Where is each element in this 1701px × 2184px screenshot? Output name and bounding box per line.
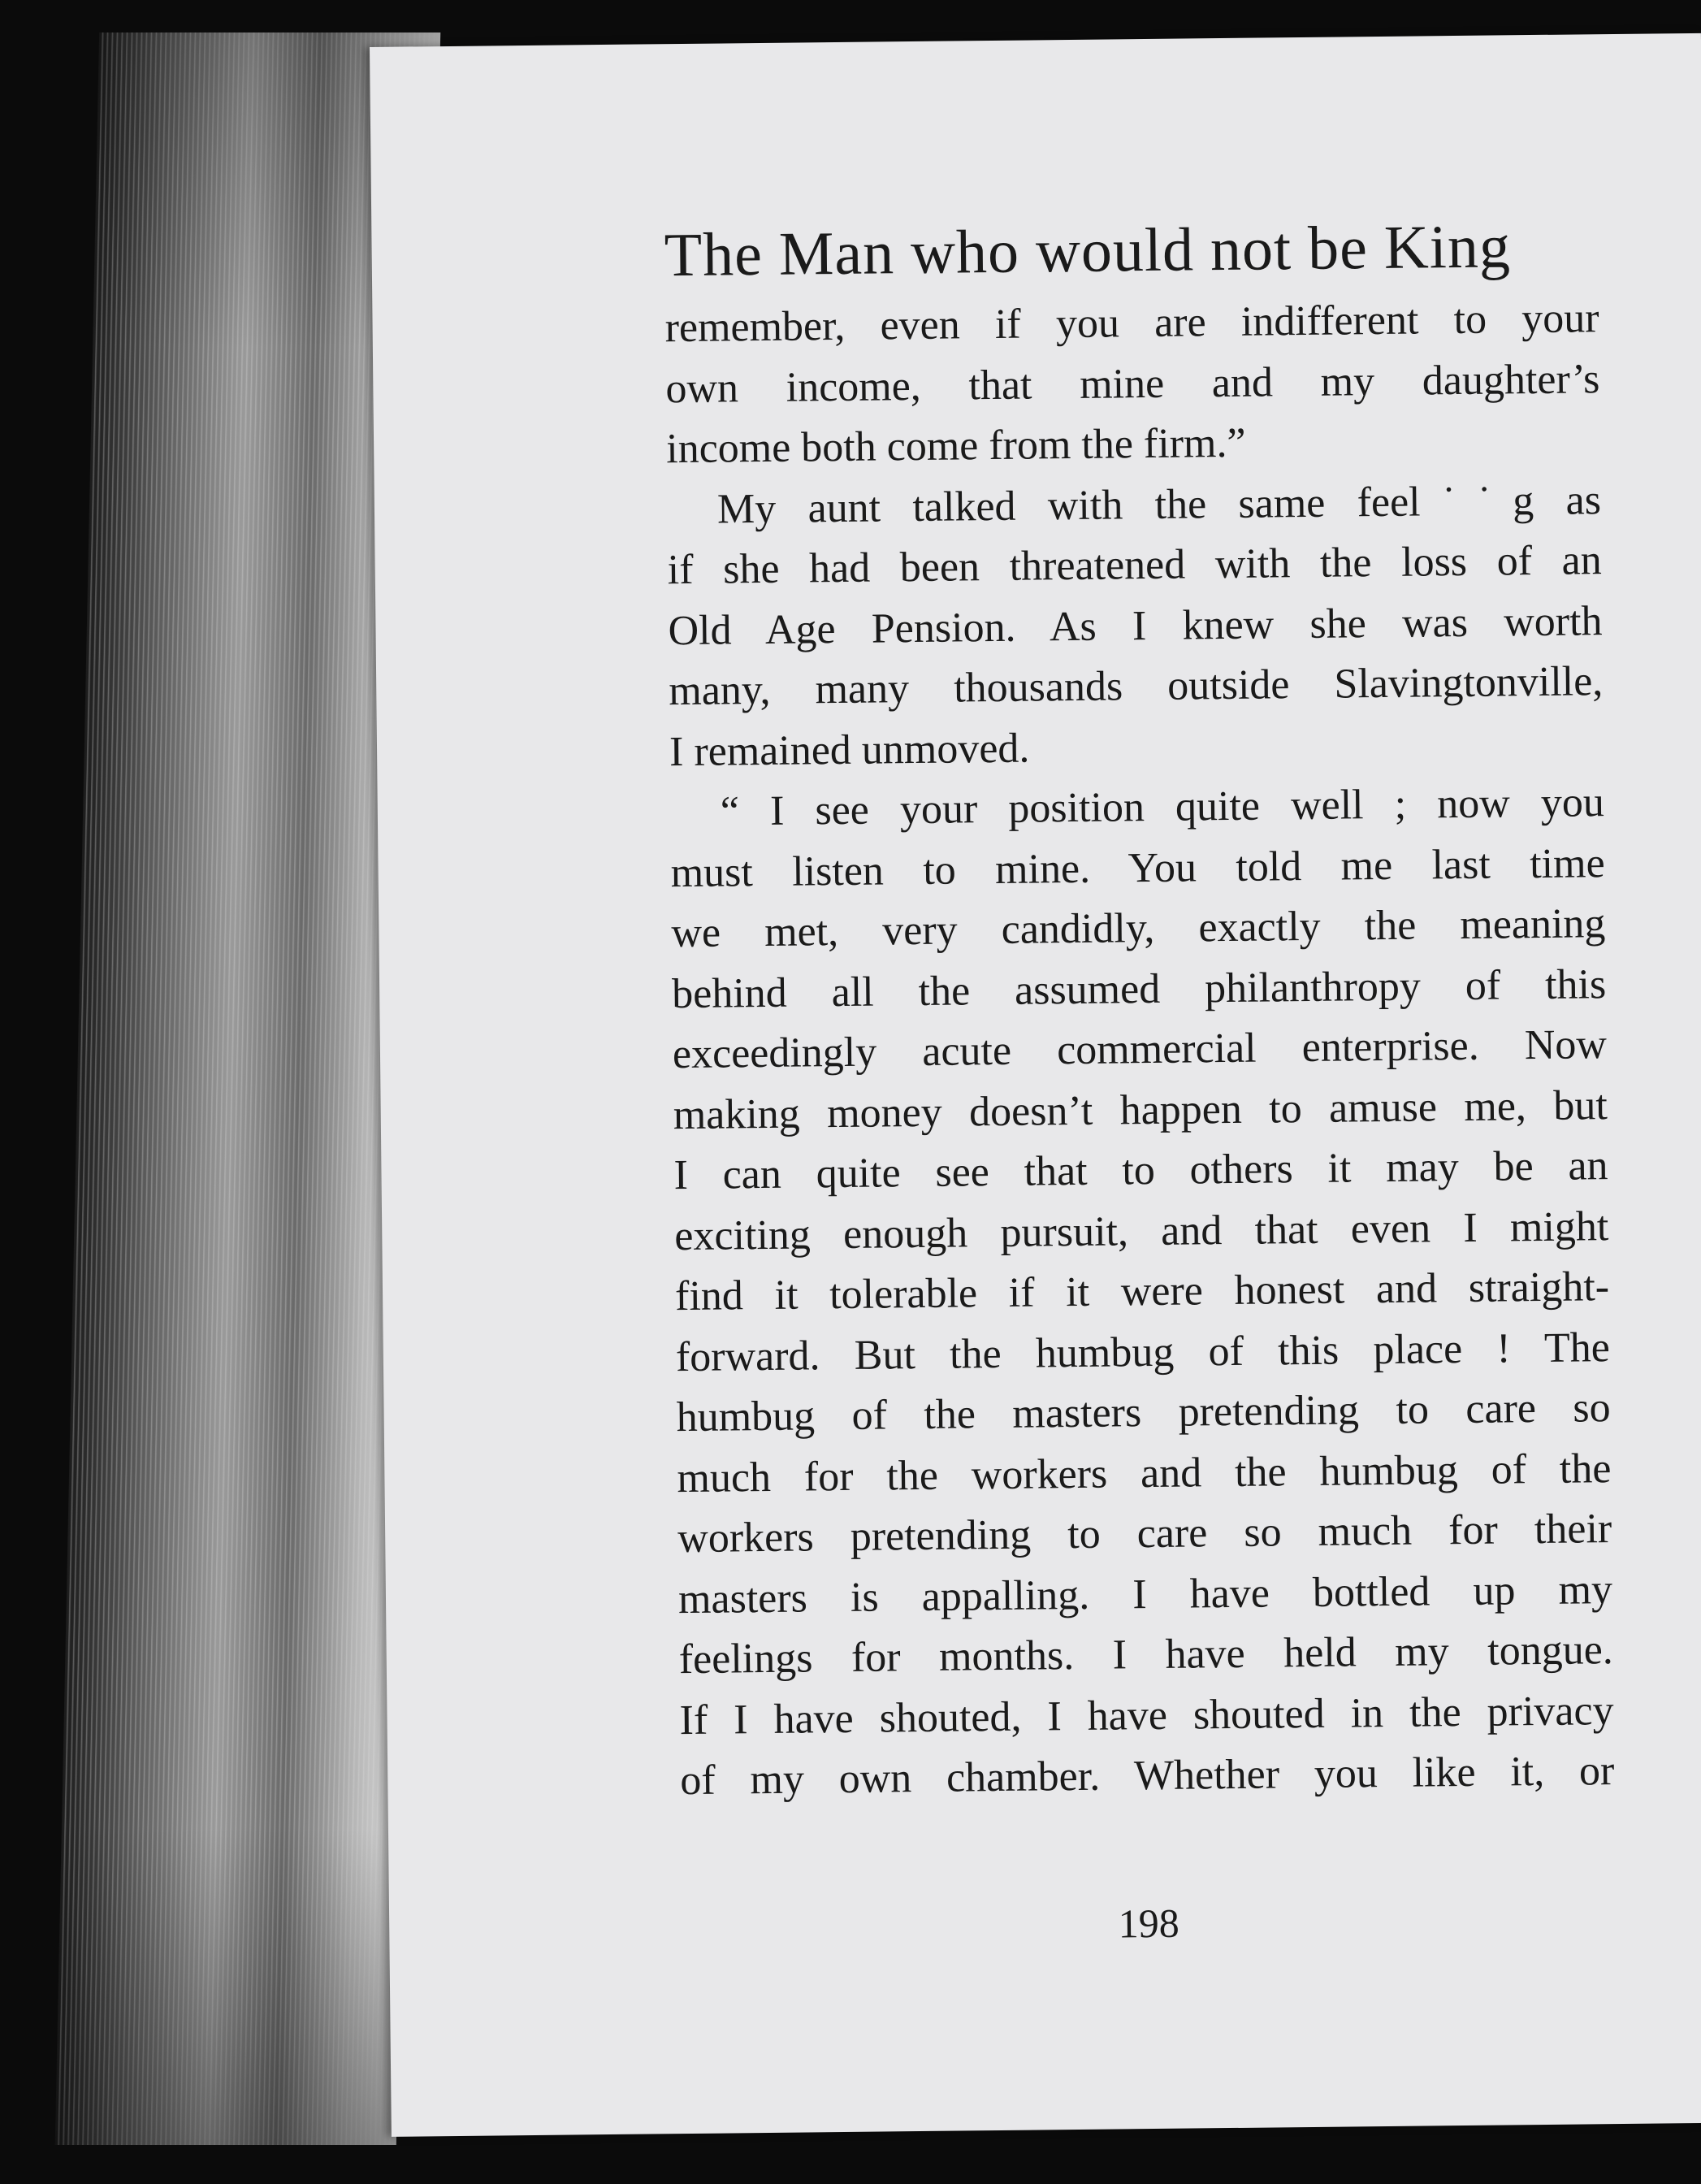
page-number: 198 — [1118, 1900, 1180, 1947]
text-line: exciting enough pursuit, and that even I might — [674, 1202, 1609, 1259]
text-line: must listen to mine. You told me last time — [670, 839, 1605, 896]
text-line: much for the workers and the humbug of the — [677, 1445, 1612, 1502]
text-line: many, many thousands outside Slavingtonville, — [669, 658, 1604, 715]
text-line: Old Age Pension. As I knew she was worth — [668, 597, 1603, 654]
body-text — [664, 288, 1614, 1811]
text-line: exceedingly acute commercial enterprise. Now — [672, 1021, 1608, 1078]
page-text-block — [664, 209, 1615, 1947]
text-line: we met, very candidly, exactly the meaning — [671, 900, 1606, 957]
text-line: if she had been threatened with the loss of an — [667, 537, 1602, 594]
text-line: behind all the assumed philanthropy of this — [671, 960, 1607, 1017]
text-line: making money doesn’t happen to amuse me, but — [673, 1081, 1608, 1138]
text-line: masters is appalling. I have bottled up my — [677, 1566, 1613, 1623]
text-line: If I have shouted, I have shouted in the privacy — [679, 1687, 1614, 1744]
text-line: I can quite see that to others it may be an — [673, 1142, 1608, 1199]
text-line: humbug of the masters pretending to care so — [676, 1384, 1611, 1441]
text-line: income both come from the firm.” — [665, 419, 1246, 473]
text-line: own income, that mine and my daughter’s — [665, 355, 1600, 412]
text-line: forward. But the humbug of this place ! The — [675, 1324, 1611, 1380]
text-line: find it tolerable if it were honest and straight- — [674, 1263, 1610, 1320]
text-line: “ I see your position quite well ; now you — [720, 779, 1605, 835]
book-page — [370, 33, 1701, 2137]
running-head: The Man who would not be King — [664, 212, 1512, 290]
text-line: of my own chamber. Whether you like it, or — [680, 1748, 1615, 1805]
text-line: My aunt talked with the same feel˙˙g as — [716, 476, 1602, 533]
text-line: feelings for months. I have held my tongue. — [678, 1627, 1614, 1684]
text-line: remember, even if you are indifferent to your — [664, 295, 1599, 352]
text-line: workers pretending to care so much for their — [677, 1506, 1612, 1562]
text-line: I remained unmoved. — [669, 725, 1030, 775]
